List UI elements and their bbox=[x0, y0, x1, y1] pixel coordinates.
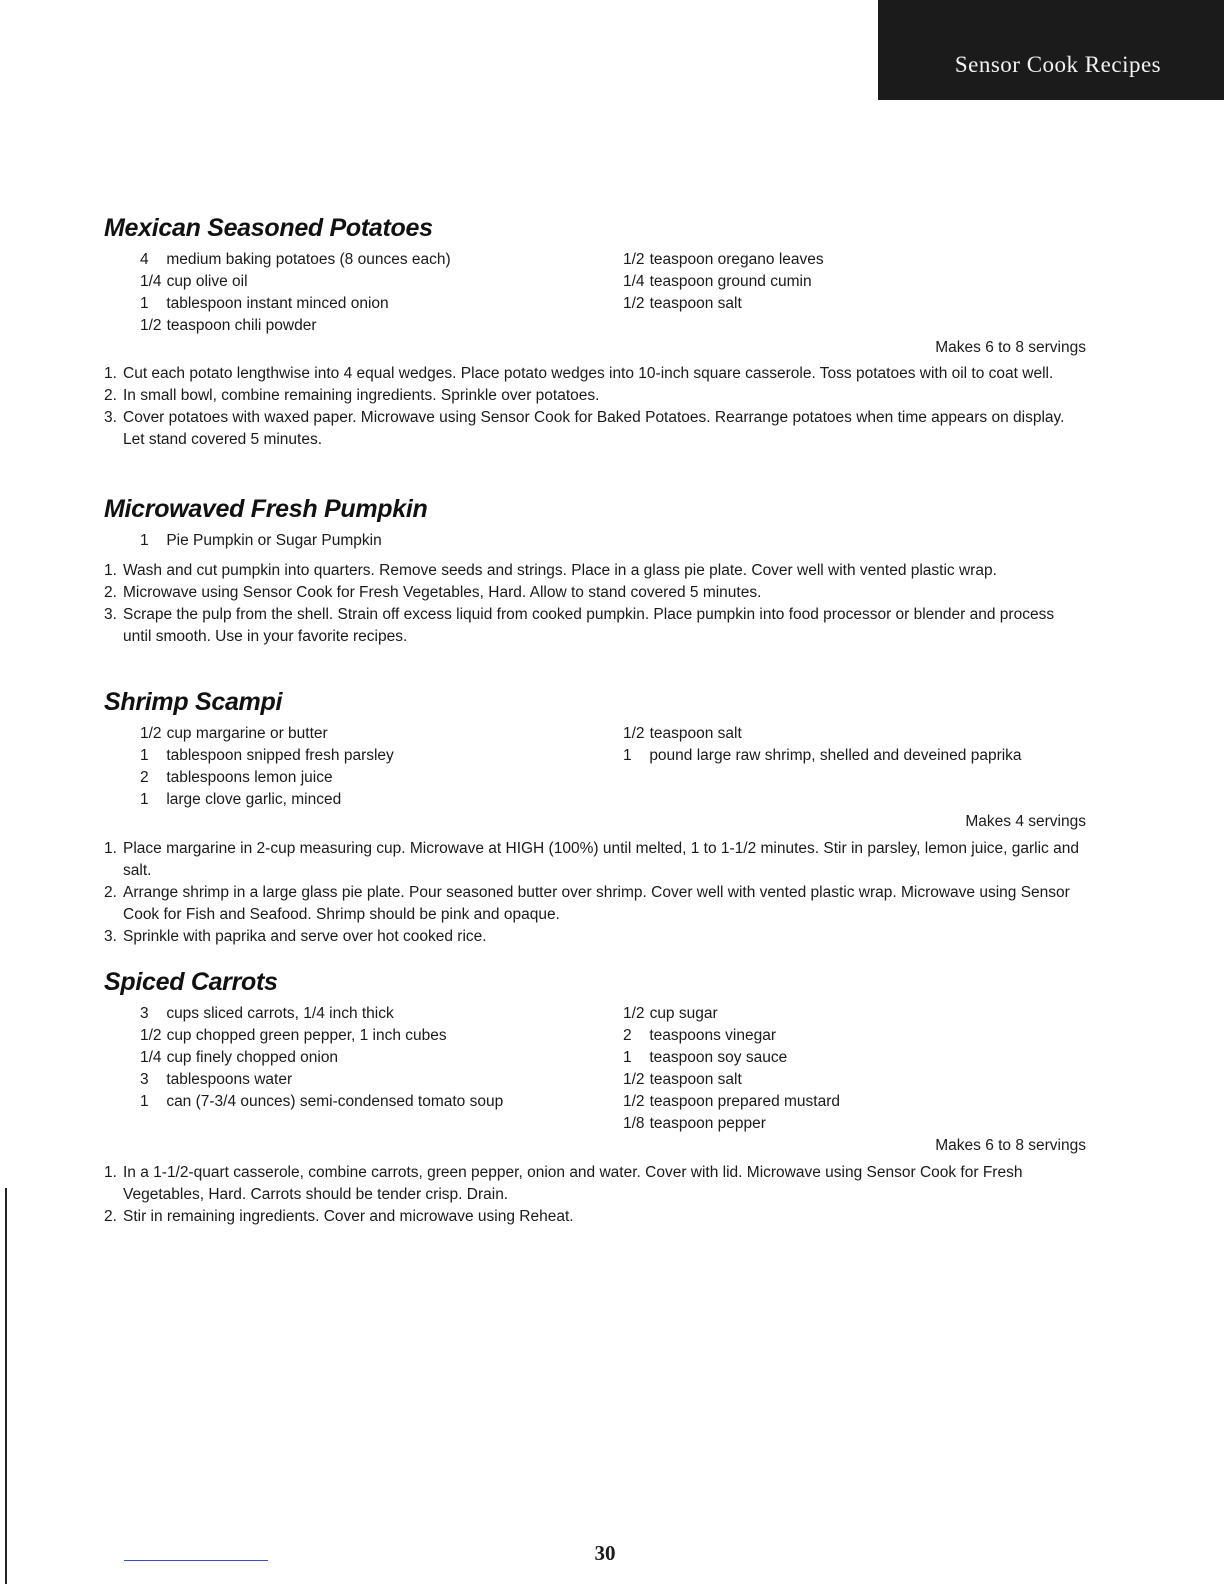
ingredient-item: 1/8 teaspoon pepper bbox=[623, 1115, 766, 1132]
step-item: 3. Sprinkle with paprika and serve over hot cooked rice. bbox=[104, 928, 487, 945]
step-item: 1. Place margarine in 2-cup measuring cup. Microwave at HIGH (100%) until melted, 1 to 1-1/2 minutes. Stir in parsley, lemon juice, garlic and salt. bbox=[104, 840, 1079, 879]
ingredient-item: 1/2 teaspoon salt bbox=[623, 295, 742, 312]
step-item: 1. Wash and cut pumpkin into quarters. Remove seeds and strings. Place in a glass pie plate. Cover well with vented plastic wrap. bbox=[104, 562, 997, 579]
section-header-tab bbox=[878, 0, 1224, 100]
ingredient-item: 1/2 teaspoon chili powder bbox=[140, 317, 317, 334]
ingredient-column-left bbox=[140, 249, 451, 337]
ingredient-item: 1 pound large raw shrimp, shelled and deveined paprika bbox=[623, 747, 1022, 764]
step-item: 3. Scrape the pulp from the shell. Strain off excess liquid from cooked pumpkin. Place pumpkin into food processor or blender and process until smooth. Use in your favorite recipes. bbox=[104, 606, 1055, 645]
ingredient-item: 1/2 teaspoon salt bbox=[623, 1071, 742, 1088]
ingredient-column-left bbox=[140, 530, 382, 552]
ingredient-column-right bbox=[623, 1003, 840, 1135]
ingredient-list bbox=[104, 249, 1086, 337]
ingredient-item: 3 tablespoons water bbox=[140, 1071, 293, 1088]
step-list bbox=[104, 1162, 1086, 1228]
ingredient-item: 1/2 cup sugar bbox=[623, 1005, 718, 1022]
ingredient-item: 1 can (7-3/4 ounces) semi-condensed tomato soup bbox=[140, 1093, 504, 1110]
ingredient-item: 1/4 teaspoon ground cumin bbox=[623, 273, 812, 290]
recipe-title: Microwaved Fresh Pumpkin bbox=[104, 495, 428, 523]
ingredient-column-right bbox=[623, 249, 824, 315]
step-item: 2. Stir in remaining ingredients. Cover and microwave using Reheat. bbox=[104, 1208, 574, 1225]
step-item: 1. In a 1-1/2-quart casserole, combine carrots, green pepper, onion and water. Cover with lid. Microwave using Sensor Cook for Fresh Vegetables, Hard. Carrots should be tender crisp. Drain. bbox=[104, 1164, 1023, 1203]
step-list bbox=[104, 560, 1086, 648]
ingredient-item: 1 tablespoon instant minced onion bbox=[140, 295, 389, 312]
servings-note: Makes 6 to 8 servings bbox=[935, 339, 1086, 356]
step-item: 2. Arrange shrimp in a large glass pie plate. Pour seasoned butter over shrimp. Cover well with vented plastic wrap. Microwave using Sensor Cook for Fish and Seafood. Shrimp should be pink and opaque. bbox=[104, 884, 1070, 923]
recipe-microwaved-fresh-pumpkin bbox=[104, 495, 1086, 648]
step-item: 2. Microwave using Sensor Cook for Fresh Vegetables, Hard. Allow to stand covered 5 minutes. bbox=[104, 584, 762, 601]
recipe-spiced-carrots bbox=[104, 968, 1086, 1228]
ingredient-list bbox=[104, 530, 1086, 552]
section-title: Sensor Cook Recipes bbox=[954, 52, 1162, 77]
ingredient-item: 1 large clove garlic, minced bbox=[140, 791, 342, 808]
recipe-title: Mexican Seasoned Potatoes bbox=[104, 214, 433, 242]
ingredient-item: 1/2 teaspoon prepared mustard bbox=[623, 1093, 840, 1110]
ingredient-item: 2 teaspoons vinegar bbox=[623, 1027, 776, 1044]
ingredient-item: 3 cups sliced carrots, 1/4 inch thick bbox=[140, 1005, 394, 1022]
ingredient-item: 4 medium baking potatoes (8 ounces each) bbox=[140, 251, 451, 268]
footer-rule bbox=[124, 1560, 268, 1561]
ingredient-column-left bbox=[140, 723, 394, 811]
ingredient-item: 1 tablespoon snipped fresh parsley bbox=[140, 747, 394, 764]
scan-edge-line bbox=[5, 1188, 7, 1584]
recipe-title: Spiced Carrots bbox=[104, 968, 278, 996]
step-item: 1. Cut each potato lengthwise into 4 equal wedges. Place potato wedges into 10-inch square casserole. Toss potatoes with oil to coat well. bbox=[104, 365, 1054, 382]
ingredient-list bbox=[104, 723, 1086, 811]
ingredient-item: 1 Pie Pumpkin or Sugar Pumpkin bbox=[140, 532, 382, 549]
step-item: 2. In small bowl, combine remaining ingredients. Sprinkle over potatoes. bbox=[104, 387, 600, 404]
servings-note: Makes 4 servings bbox=[965, 813, 1086, 830]
ingredient-item: 1/2 teaspoon oregano leaves bbox=[623, 251, 824, 268]
step-list bbox=[104, 363, 1086, 451]
ingredient-list bbox=[104, 1003, 1086, 1135]
ingredient-item: 1/2 cup margarine or butter bbox=[140, 725, 328, 742]
recipe-shrimp-scampi bbox=[104, 688, 1086, 948]
servings-note: Makes 6 to 8 servings bbox=[935, 1137, 1086, 1154]
ingredient-item: 1/4 cup olive oil bbox=[140, 273, 248, 290]
ingredient-column-left bbox=[140, 1003, 503, 1113]
step-item: 3. Cover potatoes with waxed paper. Microwave using Sensor Cook for Baked Potatoes. Rearrange potatoes when time appears on display. Let stand covered 5 minutes. bbox=[104, 409, 1065, 448]
ingredient-item: 1/2 teaspoon salt bbox=[623, 725, 742, 742]
recipe-title: Shrimp Scampi bbox=[104, 688, 283, 716]
ingredient-item: 1/2 cup chopped green pepper, 1 inch cubes bbox=[140, 1027, 447, 1044]
step-list bbox=[104, 838, 1086, 948]
ingredient-item: 1 teaspoon soy sauce bbox=[623, 1049, 788, 1066]
recipe-mexican-seasoned-potatoes bbox=[104, 214, 1086, 451]
ingredient-item: 2 tablespoons lemon juice bbox=[140, 769, 333, 786]
ingredient-item: 1/4 cup finely chopped onion bbox=[140, 1049, 339, 1066]
page-number: 30 bbox=[594, 1541, 616, 1565]
ingredient-column-right bbox=[623, 723, 1022, 767]
